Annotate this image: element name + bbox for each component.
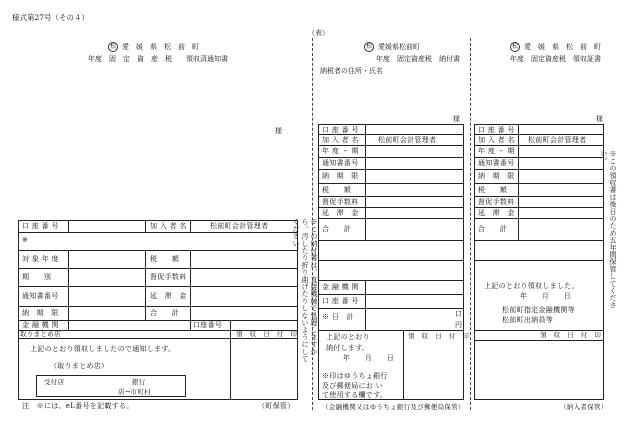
payment-account-no-label: 口 座 番 号	[322, 126, 359, 134]
payment-subscriber-value: 松前町会計管理者	[378, 136, 437, 144]
notice-period-label: 期 別	[22, 273, 52, 281]
notice-keeper: （町保管）	[258, 402, 295, 410]
notice-collect-label: 取りまとめ店	[20, 330, 61, 338]
branch-word: 店→市町村	[118, 388, 151, 396]
receipt-date-label: 領 収 日 付 印	[540, 331, 602, 339]
notice-late-fee-label: 延 滞 金	[150, 292, 187, 300]
receipt-sama: 様	[596, 115, 603, 123]
payment-town: 松 愛媛県松前町	[365, 43, 420, 51]
notice-collect-store: （取りまとめ店）	[50, 362, 109, 370]
receipt-subscriber-value: 松前町会計管理者	[528, 136, 587, 144]
receipt-fee-label: 督促手数料	[478, 198, 515, 206]
receipt-treasurer: 松前町出納員等	[502, 316, 554, 324]
town-seal-icon: 松	[511, 43, 518, 50]
notice-total-label: 合 計	[150, 309, 180, 317]
receipt-notice-no-label: 通知書番号	[478, 159, 515, 167]
payment-late-fee-label: 延 滞 金	[322, 209, 359, 217]
payment-subscriber-label: 加 入 者 名	[322, 136, 359, 144]
receipt-account-no-label: 口 座 番 号	[478, 126, 515, 134]
notice-sama: 様	[275, 127, 282, 135]
payment-received-text: 上記のとおり	[326, 333, 370, 341]
notice-notice-no-label: 通知書番号	[22, 292, 59, 300]
town-seal-icon: 松	[365, 43, 372, 50]
notice-received-text: 上記のとおり領収しましたので通知します。	[30, 345, 176, 353]
notice-deadline-label: 納 期 限	[22, 309, 59, 317]
notice-subscriber-value: 松前町会計管理者	[210, 222, 269, 230]
payment-yucho-note-2: 及び郵便局にお い	[322, 382, 383, 390]
notice-bank-label: 金 融 機 関	[22, 321, 59, 329]
notice-fee-label: 督促手数料	[150, 273, 187, 281]
payment-bank-label: 金 融 機 関	[322, 283, 359, 291]
payment-tax-label: 税 額	[322, 186, 352, 194]
receipt-received-text: 上記のとおり領収しました。	[484, 282, 579, 290]
notice-subscriber-label: 加 入 者 名	[150, 222, 187, 230]
notice-target-year-label: 対 象 年 度	[22, 255, 59, 263]
perforation-left	[312, 38, 313, 410]
payment-title: 年度 固定資産税 納付書	[376, 55, 460, 63]
notice-account-code-label: 口座番号	[193, 321, 223, 329]
payment-notice-no-label: 通知書番号	[322, 159, 359, 167]
perforation-right	[470, 38, 471, 410]
bank-word: 銀行	[132, 378, 146, 386]
payment-date-line: 年 月 日	[343, 354, 395, 362]
payment-yen-2: 円	[455, 321, 463, 329]
receipt-late-fee-label: 延 滞 金	[478, 209, 515, 217]
notice-tax-label: 税 額	[150, 255, 180, 263]
receipt-deadline-label: 納 期 限	[478, 172, 515, 180]
receipt-year-period-label: 年 度 ・ 期	[478, 147, 515, 155]
form-number: 様式第27号（その４）	[12, 13, 90, 22]
town-seal-icon: 松	[109, 43, 116, 50]
payment-fee-label: 督促手数料	[322, 198, 359, 206]
notice-date-label: 領 収 日 付 印	[236, 330, 298, 338]
receipt-keeper: （納入者保管）	[560, 403, 608, 411]
receipt-subscriber-label: 加 入 者 名	[478, 136, 515, 144]
payment-yen-1: 口	[455, 310, 463, 318]
payment-yucho-note-3: て使用する欄です。	[322, 391, 388, 399]
payment-day-label: ※ 日 計	[322, 313, 354, 321]
notice-account-no-label: 口 座 番 号	[22, 222, 59, 230]
payment-date-label: 領 収 日 付 印	[408, 332, 470, 340]
payment-deadline-label: 納 期 限	[322, 172, 359, 180]
notice-footnote: 注 ※には、eL番号を記載する。	[22, 402, 134, 410]
notice-mark: ※	[22, 236, 29, 244]
payment-total-label: 合 計	[322, 225, 352, 233]
receipt-bank-name: 松前町指定金融機関等	[502, 306, 575, 314]
accepting-store-label: 受付店	[44, 378, 65, 386]
side-note: ※この納付書は、直接機械で処理しますから、汚したり折り曲げたりしないようにしてください。	[292, 218, 318, 362]
receipt-town: 松 愛 媛 県 松 前 町	[511, 43, 601, 51]
receipt-date-line: 年 月 日	[520, 292, 572, 300]
receipt-title: 年度 固定資産税 領収証書	[510, 55, 601, 63]
notice-town: 松 愛 媛 県 松 前 町	[109, 43, 199, 51]
payment-address-label: 納税者の住所・氏名	[320, 67, 383, 75]
payment-received-text-2: 納付します。	[326, 344, 370, 352]
payment-account-code-label: 口 座 番 号	[322, 297, 359, 305]
receipt-tax-label: 税 額	[478, 186, 508, 194]
face-label: （表）	[308, 29, 329, 37]
payment-sama: 様	[453, 115, 460, 123]
payment-yucho-note: ※印はゆうちょ銀行	[322, 372, 388, 380]
payment-year-period-label: 年 度 ・ 期	[322, 147, 359, 155]
receipt-total-label: 合 計	[478, 225, 508, 233]
right-note: ※この領収書は後日のため五年間保管してください。	[600, 150, 617, 309]
payment-keeper: （金融機関又はゆうちょ銀行及び郵便局保管）	[322, 403, 465, 411]
notice-title: 年度 固 定 資 産 税 領収済通知書	[88, 55, 228, 63]
